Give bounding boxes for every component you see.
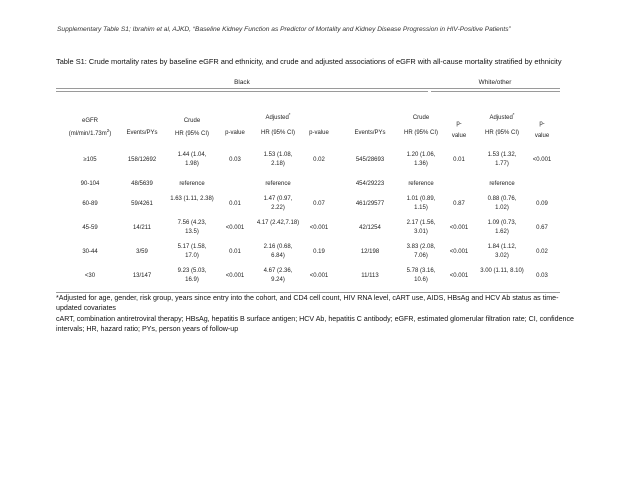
col-black-adjusted-sup: * — [288, 112, 291, 117]
col-black-p1: p-value — [225, 130, 245, 136]
cell-b-p1: 0.01 — [229, 249, 241, 255]
group-black: Black — [234, 79, 250, 86]
cell-egfr: 45-59 — [82, 225, 98, 231]
cell-b-adj: 2.16 (0.68, 6.84) — [263, 244, 293, 259]
col-black-crude — [166, 117, 218, 138]
cell-w-crude: 3.83 (2.08, 7.06) — [406, 244, 436, 259]
cell-w-p2: 0.02 — [536, 249, 548, 255]
cell-egfr: 30-44 — [82, 249, 98, 255]
cell-b-adj: 1.47 (0.97, 2.22) — [263, 196, 293, 211]
col-black-adjusted-l2: HR (95% CI) — [260, 129, 295, 136]
cell-b-p2: <0.001 — [309, 273, 329, 279]
col-white-p1-l2: value — [451, 132, 467, 139]
cell-w-events: 454/29223 — [355, 181, 385, 187]
cell-w-adj: 0.88 (0.76, 1.02) — [487, 196, 517, 211]
col-white-p2-l1: p- — [539, 121, 545, 127]
cell-w-p2: <0.001 — [532, 157, 552, 163]
cell-b-p2: 0.19 — [313, 249, 325, 255]
table-caption: Table S1: Crude mortality rates by baseline eGFR and ethnicity, and crude and adjusted associations of eGFR with all-cause mortality stratified by ethnicity — [56, 57, 562, 66]
cell-w-events: 545/28693 — [355, 157, 385, 163]
col-white-adjusted-text: Adjusted — [489, 115, 513, 121]
cell-b-crude: 1.44 (1.04, 1.98) — [177, 152, 207, 167]
col-white-adjusted-sup: * — [512, 112, 515, 117]
col-black-adjusted-l1 — [252, 114, 304, 123]
cell-b-events: 59/4261 — [131, 201, 153, 207]
col-white-p2-l2: value — [534, 132, 550, 139]
col-black-crude-l1: Crude — [183, 118, 201, 124]
cell-w-adj: 1.09 (0.73, 1.62) — [487, 220, 517, 235]
cell-b-adj: 4.17 (2.42,7.18) — [256, 220, 300, 226]
cell-b-events: 13/147 — [132, 273, 152, 279]
cell-w-p1: <0.001 — [449, 273, 469, 279]
cell-b-crude: 1.63 (1.11, 2.38) — [170, 196, 214, 202]
col-egfr-unit-sup: 2 — [106, 127, 110, 133]
col-white-crude — [396, 114, 446, 137]
cell-b-p1: 0.01 — [229, 201, 241, 207]
col-black-crude-l2: HR (95% CI) — [174, 130, 209, 137]
cell-w-p1: <0.001 — [449, 249, 469, 255]
col-white-p2 — [530, 120, 554, 140]
cell-w-p1: 0.01 — [453, 157, 465, 163]
col-white-adjusted — [476, 114, 528, 137]
cell-w-adj: 3.00 (1.11, 8.10) — [480, 268, 524, 274]
top-rule — [56, 88, 560, 89]
col-white-p1 — [447, 120, 471, 140]
cell-w-crude: 5.78 (3.16, 10.6) — [406, 268, 436, 283]
cell-w-p1: 0.87 — [453, 201, 465, 207]
footnote-abbreviations: cART, combination antiretroviral therapy; HBsAg, hepatitis B surface antigen; HCV Ab, hepatitis C antibody; eGFR, estimated glomerular filtration rate; CI, confidence intervals; HR, hazard ratio; PYs, person years of follow-up — [56, 315, 574, 333]
col-egfr-unit-text: (ml/min/1.73m — [68, 130, 107, 137]
cell-w-p2: 0.03 — [536, 273, 548, 279]
col-white-p1-l1: p- — [456, 121, 462, 127]
group-white-other: White/other — [478, 79, 512, 86]
cell-w-events: 11/113 — [361, 273, 379, 279]
col-egfr-label: eGFR — [81, 118, 98, 124]
cell-egfr: <30 — [84, 273, 96, 279]
col-white-crude-l2: HR (95% CI) — [403, 129, 438, 136]
cell-b-crude: 5.17 (1.58, 17.0) — [177, 244, 207, 259]
cell-w-adj: 1.53 (1.32, 1.77) — [487, 152, 517, 167]
cell-w-events: 42/1254 — [359, 225, 381, 231]
col-white-adjusted-l2: HR (95% CI) — [484, 129, 519, 136]
cell-b-crude: 9.23 (5.03, 16.9) — [177, 268, 207, 283]
cell-w-p2: 0.67 — [536, 225, 548, 231]
col-black-events: Events/PYs — [126, 130, 158, 136]
cell-b-events: 14/211 — [133, 225, 151, 231]
cell-b-crude: reference — [179, 181, 205, 187]
cell-b-p2: <0.001 — [309, 225, 329, 231]
col-egfr-unit — [60, 127, 120, 139]
cell-b-p1: <0.001 — [225, 225, 245, 231]
cell-egfr: 90-104 — [80, 181, 100, 187]
col-black-p2: p-value — [309, 130, 329, 136]
cell-b-p1: 0.03 — [229, 157, 241, 163]
cell-w-adj: reference — [489, 181, 515, 187]
cell-b-events: 48/5639 — [131, 181, 153, 187]
col-white-adjusted-l1 — [476, 114, 528, 123]
cell-b-events: 158/12692 — [127, 157, 157, 163]
col-white-events: Events/PYs — [354, 130, 386, 136]
col-egfr — [60, 117, 120, 138]
cell-b-p1: <0.001 — [225, 273, 245, 279]
document-running-header: Supplementary Table S1; Ibrahim et al, AJKD, “Baseline Kidney Function as Predictor of Mortality and Kidney Disease Progression in HIV-Positive Patients” — [57, 26, 511, 33]
col-white-crude-l1: Crude — [412, 115, 430, 121]
cell-b-p2: 0.07 — [313, 201, 325, 207]
cell-b-adj: 4.67 (2.36, 9.24) — [263, 268, 293, 283]
cell-w-crude: 1.01 (0.89, 1.15) — [406, 196, 436, 211]
cell-b-adj: 1.53 (1.08, 2.18) — [263, 152, 293, 167]
cell-w-crude: 2.17 (1.56, 3.01) — [406, 220, 436, 235]
footnote-adjusted: *Adjusted for age, gender, risk group, years since entry into the cohort, and CD4 cell count, HIV RNA level, cART use, AIDS, HBsAg and HCV Ab status as time-updated covariates — [56, 294, 559, 312]
cell-egfr: 60-89 — [82, 201, 98, 207]
cell-w-events: 12/198 — [360, 249, 380, 255]
cell-b-p2: 0.02 — [313, 157, 325, 163]
cell-w-p1: <0.001 — [449, 225, 469, 231]
bottom-rule — [56, 292, 560, 293]
cell-b-crude: 7.56 (4.23, 13.5) — [177, 220, 207, 235]
cell-w-events: 461/29577 — [355, 201, 385, 207]
col-black-adjusted — [252, 114, 304, 137]
group-rule-black — [56, 91, 428, 92]
col-black-adjusted-text: Adjusted — [265, 115, 289, 121]
cell-b-adj: reference — [265, 181, 291, 187]
cell-w-adj: 1.84 (1.12, 3.02) — [487, 244, 517, 259]
cell-b-events: 3/59 — [136, 249, 148, 255]
col-egfr-unit-close: ) — [109, 130, 112, 137]
cell-egfr: ≥105 — [83, 157, 97, 163]
cell-w-crude: reference — [408, 181, 434, 187]
cell-w-crude: 1.20 (1.06, 1.36) — [406, 152, 436, 167]
cell-w-p2: 0.09 — [536, 201, 548, 207]
group-rule-white — [431, 91, 560, 92]
